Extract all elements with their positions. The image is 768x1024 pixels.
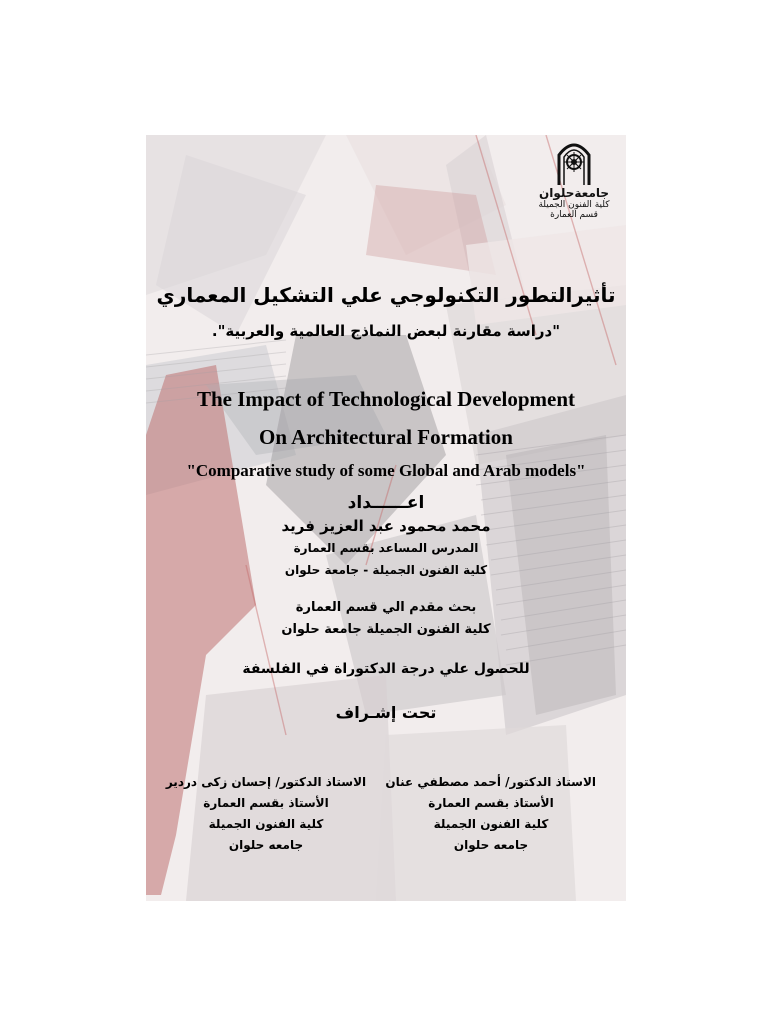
supervisor-1-position: الأستاذ بقسم العمارة [428, 796, 554, 810]
supervisor-2-university: جامعه حلوان [228, 838, 304, 852]
logo-department: قسم العمارة [550, 210, 598, 220]
english-title-line1: The Impact of Technological Development [197, 387, 575, 411]
supervisor-1-university: جامعه حلوان [453, 838, 529, 852]
cover-page [146, 135, 626, 901]
logo-university-name: جامعةحلوان [538, 186, 610, 200]
supervisor-1-faculty: كلية الفنون الجميلة [433, 817, 549, 831]
supervisor-2-name: الاستاذ الدكتور/ إحسان زكى دردير [165, 775, 367, 789]
submitted-faculty-line: كلية الفنون الجميلة جامعة حلوان [281, 622, 491, 637]
submitted-to-line: بحث مقدم الي قسم العمارة [295, 600, 477, 615]
prepared-by-heading: اعــــــداد [347, 493, 425, 513]
supervisor-2 [146, 771, 386, 856]
arabic-title: تأثيرالتطور التكنولوجي علي التشكيل المعماري [156, 283, 616, 307]
supervisor-1 [386, 771, 596, 856]
supervisor-2-position: الأستاذ بقسم العمارة [203, 796, 329, 810]
english-title-line2: On Architectural Formation [259, 425, 513, 449]
supervision-heading: تحت إشـراف [335, 703, 437, 722]
author-position: المدرس المساعد بقسم العمارة [293, 541, 479, 555]
author-faculty: كلية الفنون الجميلة - جامعة حلوان [284, 563, 488, 577]
university-emblem-icon [554, 135, 594, 187]
arabic-subtitle: "دراسة مقارنة لبعض النماذج العالمية والعربية". [211, 322, 561, 340]
english-subtitle: "Comparative study of some Global and Arab models" [186, 461, 586, 480]
author-name: محمد محمود عبد العزيز فريد [281, 517, 491, 535]
degree-statement: للحصول علي درجة الدكتوراة في الفلسفة [242, 661, 530, 677]
logo-faculty: كلية الفنون الجميلة [538, 200, 610, 210]
supervisor-1-name: الاستاذ الدكتور/ أحمد مصطفي عنان [385, 775, 596, 789]
university-logo [530, 135, 618, 245]
supervisor-2-faculty: كلية الفنون الجميلة [208, 817, 324, 831]
